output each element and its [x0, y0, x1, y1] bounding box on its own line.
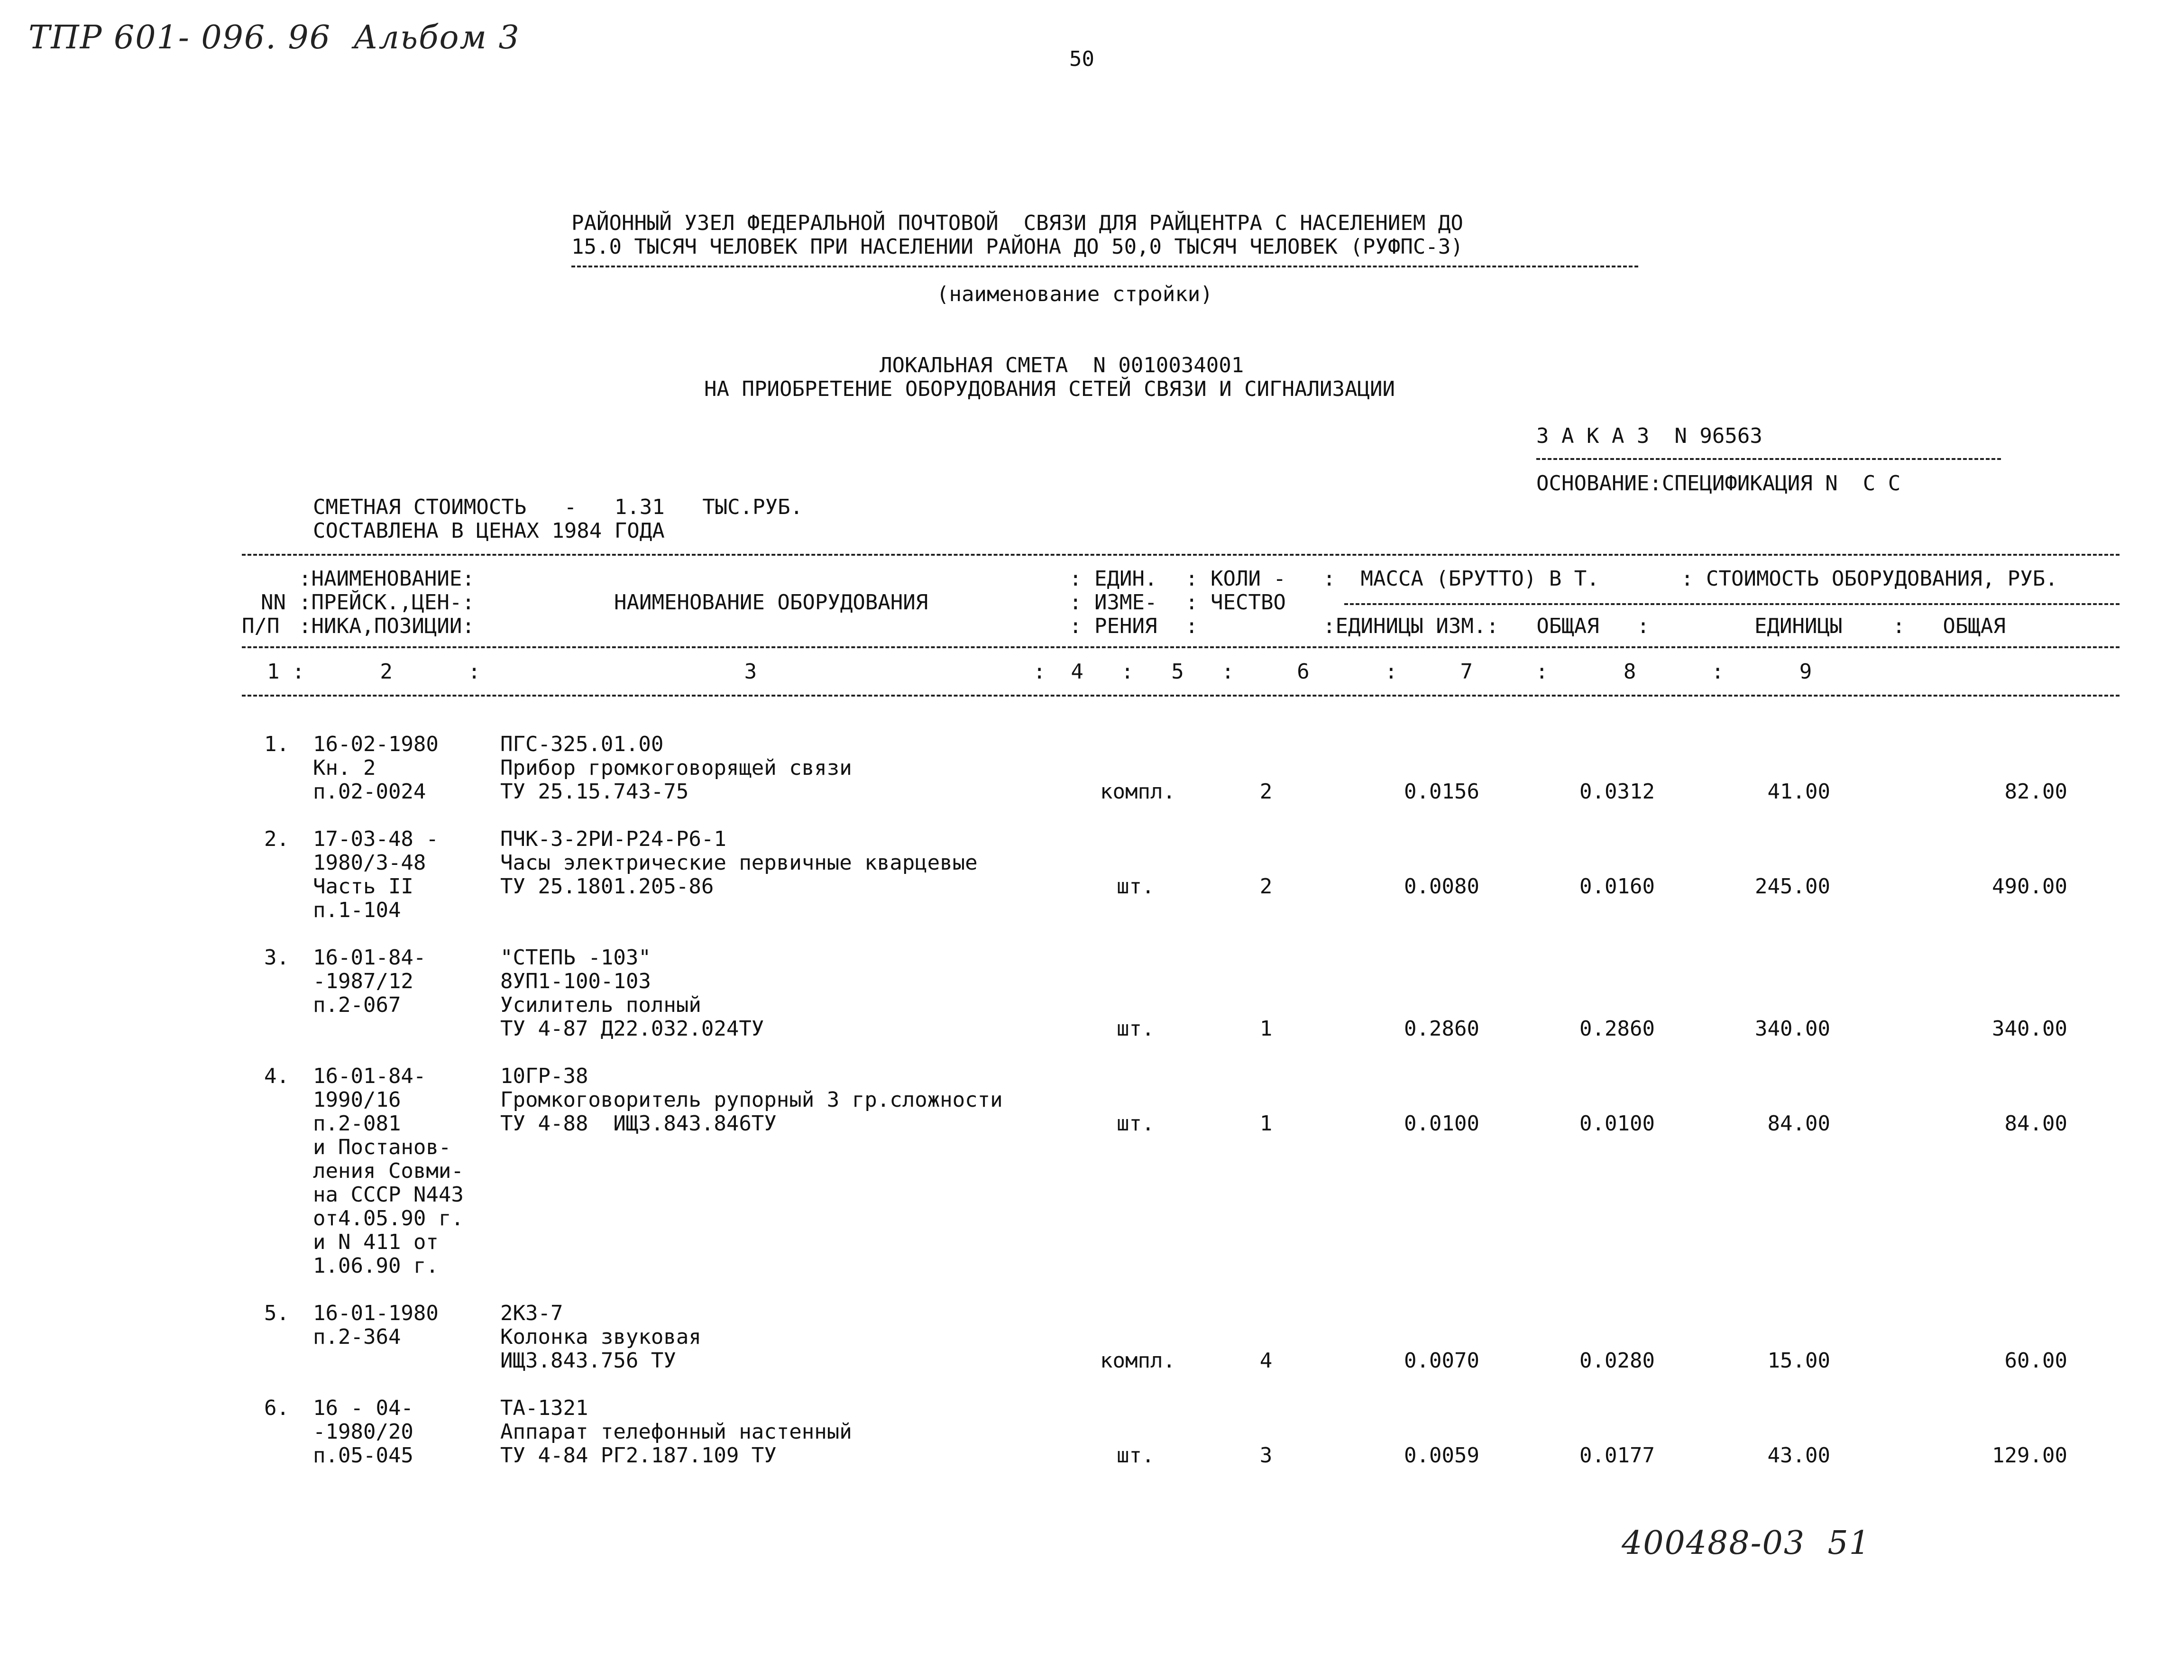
row-pricelist: и Постанов- [313, 1135, 451, 1159]
row-mass-unit: 0.0100 [1404, 1111, 1479, 1136]
row-number: 6. [264, 1396, 289, 1420]
row-mass-unit: 0.0156 [1404, 780, 1479, 804]
row-pricelist: 16 - 04- [313, 1396, 413, 1420]
row-unit: шт. [1117, 874, 1155, 899]
table-top-rule [242, 554, 2120, 556]
estimate-title: ЛОКАЛЬНАЯ СМЕТА N 0010034001 [880, 353, 1244, 377]
order-underline [1536, 458, 2001, 460]
header-nn-line2: NN [261, 590, 286, 615]
row-qty: 4 [1259, 1349, 1273, 1373]
header-unit-line2: : ИЗМЕ- [1069, 590, 1157, 615]
row-equipment-name: Колонка звуковая [500, 1325, 701, 1349]
row-qty: 1 [1259, 1017, 1273, 1041]
row-equipment-name: "СТЕПЬ -103" [500, 946, 651, 970]
row-cost-total: 84.00 [2004, 1111, 2067, 1136]
row-number: 2. [264, 827, 289, 851]
row-number: 4. [264, 1064, 289, 1088]
row-mass-unit: 0.0059 [1404, 1443, 1479, 1468]
row-qty: 2 [1259, 874, 1273, 899]
row-mass-total: 0.0312 [1579, 780, 1655, 804]
row-number: 5. [264, 1301, 289, 1325]
row-equipment-name: ПГС-325.01.00 [500, 732, 664, 756]
row-pricelist: п.1-104 [313, 898, 401, 922]
row-pricelist: п.02-0024 [313, 780, 426, 804]
row-equipment-name: 10ГР-38 [500, 1064, 588, 1088]
row-pricelist: 1980/3-48 [313, 851, 426, 875]
header-unit-line3: : РЕНИЯ [1069, 614, 1157, 638]
project-underline [571, 266, 1638, 267]
row-mass-unit: 0.2860 [1404, 1017, 1479, 1041]
row-pricelist: ления Совми- [313, 1159, 464, 1183]
row-pricelist: 16-02-1980 [313, 732, 439, 756]
row-number: 1. [264, 732, 289, 756]
row-mass-total: 0.0160 [1579, 874, 1655, 899]
row-pricelist: 16-01-1980 [313, 1301, 439, 1325]
row-equipment-name: Усилитель полный [500, 993, 701, 1017]
row-pricelist: 1990/16 [313, 1088, 401, 1112]
row-mass-total: 0.0100 [1579, 1111, 1655, 1136]
page-number: 50 [1069, 47, 1094, 71]
row-cost-unit: 84.00 [1767, 1111, 1830, 1136]
header-pricelist-line1: :НАИМЕНОВАНИЕ: [299, 567, 475, 591]
header-pricelist-line2: :ПРЕЙСК.,ЦЕН-: [299, 590, 475, 615]
header-cost: : СТОИМОСТЬ ОБОРУДОВАНИЯ, РУБ. [1681, 567, 2058, 591]
row-pricelist: -1987/12 [313, 969, 413, 993]
row-pricelist: 16-01-84- [313, 946, 426, 970]
row-equipment-name: ТУ 25.15.743-75 [500, 780, 689, 804]
row-cost-unit: 340.00 [1755, 1017, 1830, 1041]
header-nn-line3: П/П [242, 614, 280, 638]
row-equipment-name: Часы электрические первичные кварцевые [500, 851, 978, 875]
row-pricelist: п.2-364 [313, 1325, 401, 1349]
project-title-line2: 15.0 ТЫСЯЧ ЧЕЛОВЕК ПРИ НАСЕЛЕНИИ РАЙОНА ДО 50,0 ТЫСЯЧ ЧЕЛОВЕК (РУФПС-3) [571, 235, 1463, 259]
row-equipment-name: Аппарат телефонный настенный [500, 1420, 852, 1444]
row-equipment-name: 2КЗ-7 [500, 1301, 563, 1325]
row-equipment-name: ТУ 4-84 РГ2.187.109 ТУ [500, 1443, 777, 1468]
row-equipment-name: Прибор громкоговорящей связи [500, 756, 852, 780]
row-cost-unit: 43.00 [1767, 1443, 1830, 1468]
row-pricelist: на СССР N443 [313, 1183, 464, 1207]
header-qty-line1: : КОЛИ - [1185, 567, 1286, 591]
row-cost-total: 340.00 [1992, 1017, 2067, 1041]
order-basis: ОСНОВАНИЕ:СПЕЦИФИКАЦИЯ N С С [1536, 471, 1901, 496]
project-title-line1: РАЙОННЫЙ УЗЕЛ ФЕДЕРАЛЬНОЙ ПОЧТОВОЙ СВЯЗИ ДЛЯ РАЙЦЕНТРА С НАСЕЛЕНИЕМ ДО [571, 211, 1463, 235]
row-unit: компл. [1100, 1349, 1175, 1373]
row-pricelist: от4.05.90 г. [313, 1206, 464, 1230]
row-qty: 2 [1259, 780, 1273, 804]
header-pricelist-line3: :НИКА,ПОЗИЦИИ: [299, 614, 475, 638]
row-number: 3. [264, 946, 289, 970]
row-cost-total: 490.00 [1992, 874, 2067, 899]
row-cost-unit: 245.00 [1755, 874, 1830, 899]
column-numbers: 1 : 2 : 3 : 4 : 5 : 6 : 7 : 8 : 9 [242, 660, 1812, 684]
header-mass: : МАССА (БРУТТО) В Т. [1323, 567, 1599, 591]
row-pricelist: и N 411 от [313, 1230, 439, 1254]
header-qty-line3: : [1185, 614, 1198, 638]
row-equipment-name: ТУ 4-88 ИЩ3.843.846ТУ [500, 1111, 777, 1136]
row-cost-total: 129.00 [1992, 1443, 2067, 1468]
header-qty-line2: : ЧЕСТВО [1185, 590, 1286, 615]
row-unit: шт. [1117, 1017, 1155, 1041]
row-pricelist: 1.06.90 г. [313, 1254, 439, 1278]
row-pricelist: 16-01-84- [313, 1064, 426, 1088]
row-equipment-name: 8УП1-100-103 [500, 969, 651, 993]
row-pricelist: Часть II [313, 874, 413, 899]
row-pricelist: -1980/20 [313, 1420, 413, 1444]
handwritten-archive-number: 400488-03 51 [1622, 1524, 1871, 1562]
row-qty: 1 [1259, 1111, 1273, 1136]
row-unit: шт. [1117, 1443, 1155, 1468]
row-pricelist: п.2-067 [313, 993, 401, 1017]
row-cost-unit: 15.00 [1767, 1349, 1830, 1373]
row-equipment-name: ТУ 4-87 Д22.032.024ТУ [500, 1017, 764, 1041]
header-equipment-name: НАИМЕНОВАНИЕ ОБОРУДОВАНИЯ [614, 590, 928, 615]
row-pricelist: 17-03-48 - [313, 827, 439, 851]
row-cost-total: 82.00 [2004, 780, 2067, 804]
row-cost-total: 60.00 [2004, 1349, 2067, 1373]
row-equipment-name: Громкоговоритель рупорный 3 гр.сложности [500, 1088, 1003, 1112]
header-cost-sub: ЕДИНИЦЫ : ОБЩАЯ [1754, 614, 2006, 638]
project-caption: (наименование стройки) [936, 282, 1213, 306]
row-mass-unit: 0.0080 [1404, 874, 1479, 899]
row-equipment-name: ПЧК-3-2РИ-Р24-Р6-1 [500, 827, 726, 851]
row-cost-unit: 41.00 [1767, 780, 1830, 804]
row-equipment-name: ТУ 25.1801.205-86 [500, 874, 714, 899]
header-mid-rule [242, 646, 2120, 648]
row-equipment-name: ТА-1321 [500, 1396, 588, 1420]
row-mass-total: 0.0177 [1579, 1443, 1655, 1468]
row-equipment-name: ИЩ3.843.756 ТУ [500, 1349, 676, 1373]
row-mass-unit: 0.0070 [1404, 1349, 1479, 1373]
row-unit: компл. [1100, 780, 1175, 804]
header-group-rule [1344, 603, 2120, 605]
handwritten-album-note: ТПР 601- 096. 96 Альбом 3 [28, 19, 520, 56]
row-qty: 3 [1259, 1443, 1273, 1468]
row-pricelist: п.2-081 [313, 1111, 401, 1136]
row-pricelist: Кн. 2 [313, 756, 376, 780]
estimate-subtitle: НА ПРИОБРЕТЕНИЕ ОБОРУДОВАНИЯ СЕТЕЙ СВЯЗИ И СИГНАЛИЗАЦИИ [704, 377, 1395, 401]
header-unit-line1: : ЕДИН. [1069, 567, 1157, 591]
header-bottom-rule [242, 695, 2120, 697]
row-mass-total: 0.0280 [1579, 1349, 1655, 1373]
row-mass-total: 0.2860 [1579, 1017, 1655, 1041]
row-unit: шт. [1117, 1111, 1155, 1136]
estimated-cost: СМЕТНАЯ СТОИМОСТЬ - 1.31 ТЫС.РУБ. [313, 495, 803, 519]
header-mass-sub: :ЕДИНИЦЫ ИЗМ.: ОБЩАЯ : [1323, 614, 1650, 638]
order-number: З А К А З N 96563 [1536, 424, 1762, 448]
row-pricelist: п.05-045 [313, 1443, 413, 1468]
price-level: СОСТАВЛЕНА В ЦЕНАХ 1984 ГОДА [313, 519, 665, 543]
